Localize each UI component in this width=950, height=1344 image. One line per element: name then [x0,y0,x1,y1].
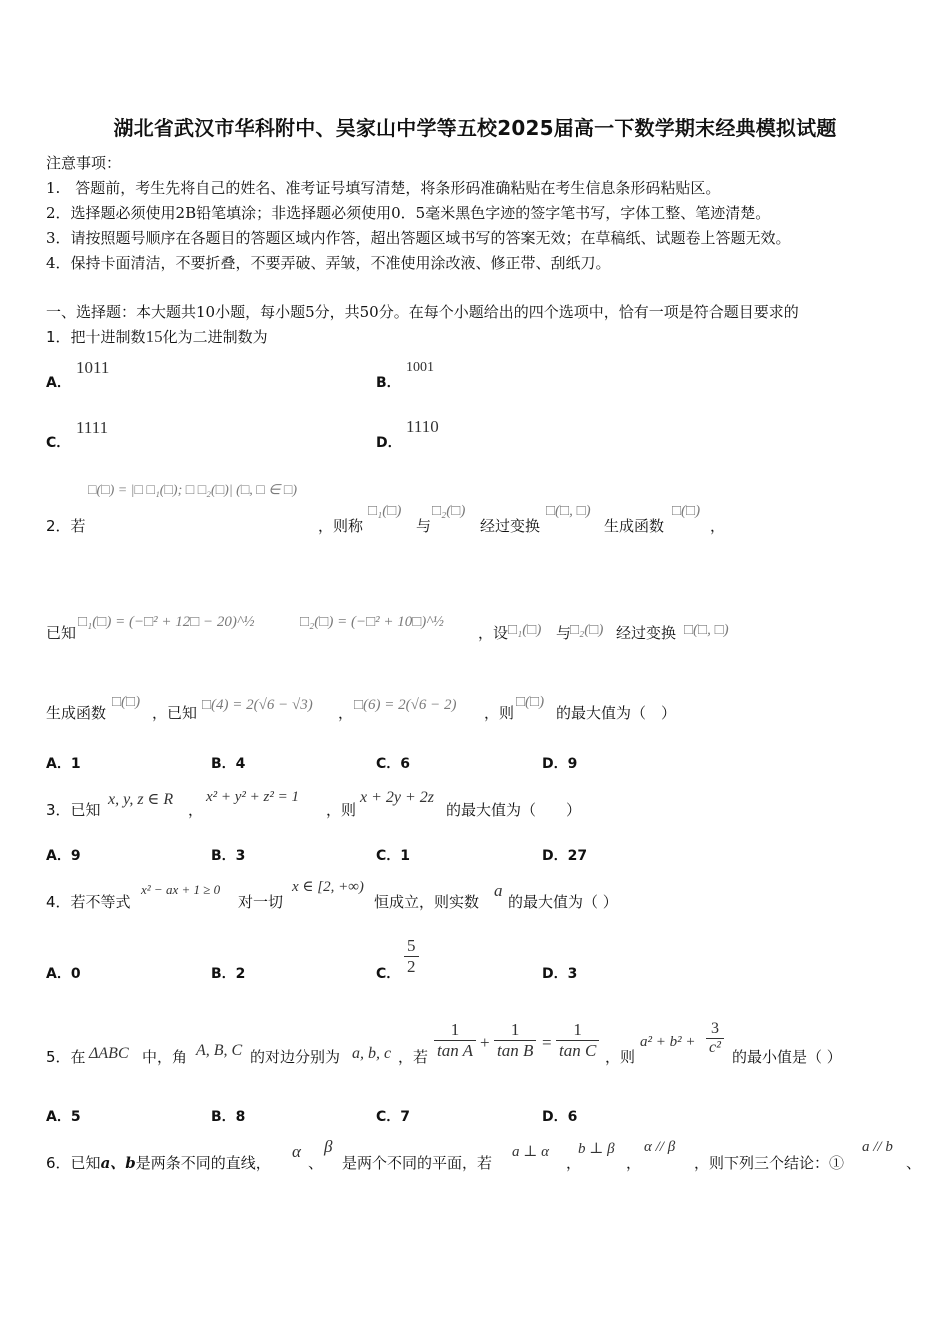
question-text: ， [626,1154,642,1172]
question-text: 是两个不同的平面，若 [342,1154,493,1172]
option-value: 27 [567,848,588,864]
question-2 [46,515,86,536]
option-label: C． [376,756,401,772]
fraction-denominator: 2 [407,957,416,976]
option-label: A． [46,966,71,982]
math-lines: a、b [100,1154,136,1172]
option-c[interactable] [376,845,410,865]
option-c[interactable] [376,753,410,773]
question-text: 已知 [46,624,77,642]
math-value: 15 [145,327,163,346]
option-a[interactable] [46,963,81,983]
section-heading: 一、选择题：本大题共10小题，每小题5分，共50分。在每个小题给出的四个选项中，恰有一项是符合题目要求的 [46,303,799,321]
math-expression: x + 2y + 2z [360,789,435,806]
option-d[interactable] [542,753,577,773]
fraction-denominator: tan B [497,1041,534,1060]
question-text: 中，角 [142,1048,188,1066]
question-text: ，设 [478,624,509,642]
option-value: 3 [235,848,246,864]
option-a[interactable] [46,845,81,865]
question-number: 4． [46,893,71,911]
question-1 [46,326,268,347]
option-label: A． [46,848,71,864]
option-label: D． [542,848,568,864]
formula-f1: □₁(□) [508,622,542,638]
math-domain: x ∈ [2, +∞) [292,879,364,895]
math-beta: β [324,1137,333,1156]
math-inequality: x² − ax + 1 ≥ 0 [141,882,221,897]
math-vars: x, y, z ∈ R [108,791,174,808]
option-label: B． [211,966,236,982]
question-text: 已知 [70,801,101,819]
question-text: 恒成立，则实数 [374,893,480,911]
fraction-denominator: tan C [559,1041,597,1060]
question-number: 5． [46,1048,71,1066]
question-number: 6． [46,1154,71,1172]
option-label: B． [211,1109,236,1125]
question-text: 把十进制数 [70,328,146,346]
formula-F: □(□) [112,694,141,710]
option-value: 6 [567,1109,578,1125]
option-value: 1001 [406,360,434,375]
formula-f2-def: □₂(□) = (−□² + 10□)^½ [300,614,444,630]
fraction-4 [706,1020,724,1057]
math-equals: = [542,1033,552,1052]
question-text: ，则 [605,1048,636,1066]
option-value: 7 [400,1109,411,1125]
option-c[interactable] [46,432,70,452]
option-a[interactable] [46,1106,81,1126]
formula-f2: □₂(□) [570,622,604,638]
formula-f1-def: □₁(□) = (−□² + 12□ − 20)^½ [78,614,255,630]
option-label: C． [376,1109,401,1125]
option-a[interactable] [46,372,71,392]
formula-T: □(□, □) [546,503,591,519]
formula-T: □(□, □) [684,622,729,638]
option-value: 9 [567,756,578,772]
option-d[interactable] [542,845,587,865]
option-a[interactable] [46,753,81,773]
question-text: 生成函数 [46,704,107,722]
option-label: C． [376,966,401,982]
math-sides: a, b, c [352,1045,392,1062]
option-b[interactable] [211,845,245,865]
option-value: 1 [400,848,411,864]
question-text: 、 [308,1154,324,1172]
question-text: ， [710,517,726,535]
option-label: D． [542,1109,568,1125]
question-text: 若 [70,517,86,535]
math-alpha: α [292,1142,301,1161]
option-value: 3 [567,966,578,982]
question-text: ，则 [484,704,515,722]
fraction-denominator: c² [709,1039,721,1056]
fraction-numerator: 5 [404,936,419,957]
question-text: ，则称 [318,517,364,535]
math-triangle: ΔABC [89,1045,129,1062]
option-label: C． [376,848,401,864]
question-text: 已知 [70,1154,101,1172]
option-label: A． [46,756,71,772]
option-value: 1011 [76,358,110,377]
question-text: 是两条不同的直线， [135,1154,271,1172]
math-equation: x² + y² + z² = 1 [206,789,300,805]
question-text: 的对边分别为 [250,1048,341,1066]
question-text: 、 [906,1154,922,1172]
option-value: 5 [70,1109,81,1125]
notice-item: 1. 答题前，考生先将自己的姓名、准考证号填写清楚，将条形码准确粘贴在考生信息条形码粘贴区。 [46,179,721,197]
option-value: 0 [70,966,81,982]
math-angles: A, B, C [196,1042,243,1059]
math-expression: a² + b² + [640,1034,696,1050]
option-value: 4 [235,756,246,772]
question-text: 的最大值为（ ） [508,893,618,911]
question-text: 与 [556,624,572,642]
fraction-3 [556,1020,599,1061]
question-text: ，则下列三个结论：① [694,1154,845,1172]
option-label: B． [211,756,236,772]
question-4 [46,891,131,912]
formula-F: □(□) [672,503,701,519]
question-text: 的最大值为（ ） [556,704,677,722]
notice-item: 4．保持卡面清洁，不要折叠，不要弄破、弄皱，不准使用涂改液、修正带、刮纸刀。 [46,254,611,272]
question-number: 1． [46,328,71,346]
fraction-denominator: tan A [437,1041,474,1060]
question-6 [46,1152,271,1173]
question-text: ，则 [326,801,357,819]
question-text: 在 [70,1048,86,1066]
math-condition: b ⊥ β [578,1141,615,1157]
option-value: 1 [70,756,81,772]
math-condition: α // β [644,1139,676,1155]
notice-item: 3．请按照题号顺序在各题目的答题区域内作答，超出答题区域书写的答案无效；在草稿纸、试题卷上答题无效。 [46,229,791,247]
fraction-numerator: 3 [706,1020,724,1039]
question-text: ， [566,1154,582,1172]
option-value: 2 [235,966,246,982]
option-d[interactable] [376,432,402,452]
option-c[interactable] [376,963,400,983]
option-label: D． [542,756,568,772]
option-b[interactable] [376,372,401,392]
question-number: 3． [46,801,71,819]
question-text: 经过变换 [480,517,541,535]
question-text: ， [188,801,204,819]
question-text: 对一切 [238,893,284,911]
formula-F: □(□) [516,694,545,710]
question-text: ，若 [398,1048,429,1066]
page-title: 湖北省武汉市华科附中、吴家山中学等五校2025届高一下数学期末经典模拟试题 [113,116,837,140]
option-value: 9 [70,848,81,864]
option-value: 8 [235,1109,246,1125]
question-text: 生成函数 [604,517,665,535]
option-value: 1110 [406,417,439,436]
question-text: ，已知 [152,704,198,722]
math-plus: + [480,1033,490,1052]
notice-item: 2．选择题必须使用2B铅笔填涂；非选择题必须使用0．5毫米黑色字迹的签字笔书写，字体工整、笔迹清楚。 [46,204,771,222]
formula-f2: □₂(□) [432,503,466,519]
notice-heading: 注意事项： [46,154,122,172]
option-label: C． [46,435,71,451]
question-3 [46,799,101,820]
math-result: a // b [862,1139,893,1155]
question-5 [46,1046,86,1067]
math-condition: a ⊥ α [512,1144,549,1160]
option-fraction [404,936,419,977]
option-label: B． [211,848,236,864]
question-text: 的最大值为（ ） [446,801,582,819]
option-b[interactable] [211,1106,245,1126]
fraction-1 [434,1020,476,1061]
formula-cond1: □(4) = 2(√6 − √3) [202,697,313,713]
question-text: 的最小值是（ ） [732,1048,842,1066]
math-a: a [494,881,503,900]
fraction-numerator: 1 [434,1020,476,1041]
formula-cond2: □(6) = 2(√6 − 2) [354,697,457,713]
option-label: A． [46,1109,71,1125]
formula-definition: □(□) = |□ □₁(□); □ □₂(□)| (□, □ ∈ □) [88,483,298,498]
option-b[interactable] [211,963,245,983]
fraction-2 [494,1020,536,1061]
fraction-numerator: 1 [494,1020,536,1041]
question-text: 经过变换 [616,624,677,642]
option-label: A． [46,375,71,391]
question-text: 与 [416,517,432,535]
question-text: 化为二进制数为 [162,328,268,346]
option-value: 1111 [76,418,109,437]
question-text: 若不等式 [70,893,131,911]
question-text: ， [338,704,354,722]
option-label: B． [376,375,401,391]
question-number: 2． [46,517,71,535]
option-d[interactable] [542,1106,577,1126]
option-value: 6 [400,756,411,772]
option-b[interactable] [211,753,245,773]
option-c[interactable] [376,1106,410,1126]
formula-f1: □₁(□) [368,503,402,519]
option-d[interactable] [542,963,577,983]
fraction-numerator: 1 [556,1020,599,1041]
option-label: D． [542,966,568,982]
option-label: D． [376,435,402,451]
